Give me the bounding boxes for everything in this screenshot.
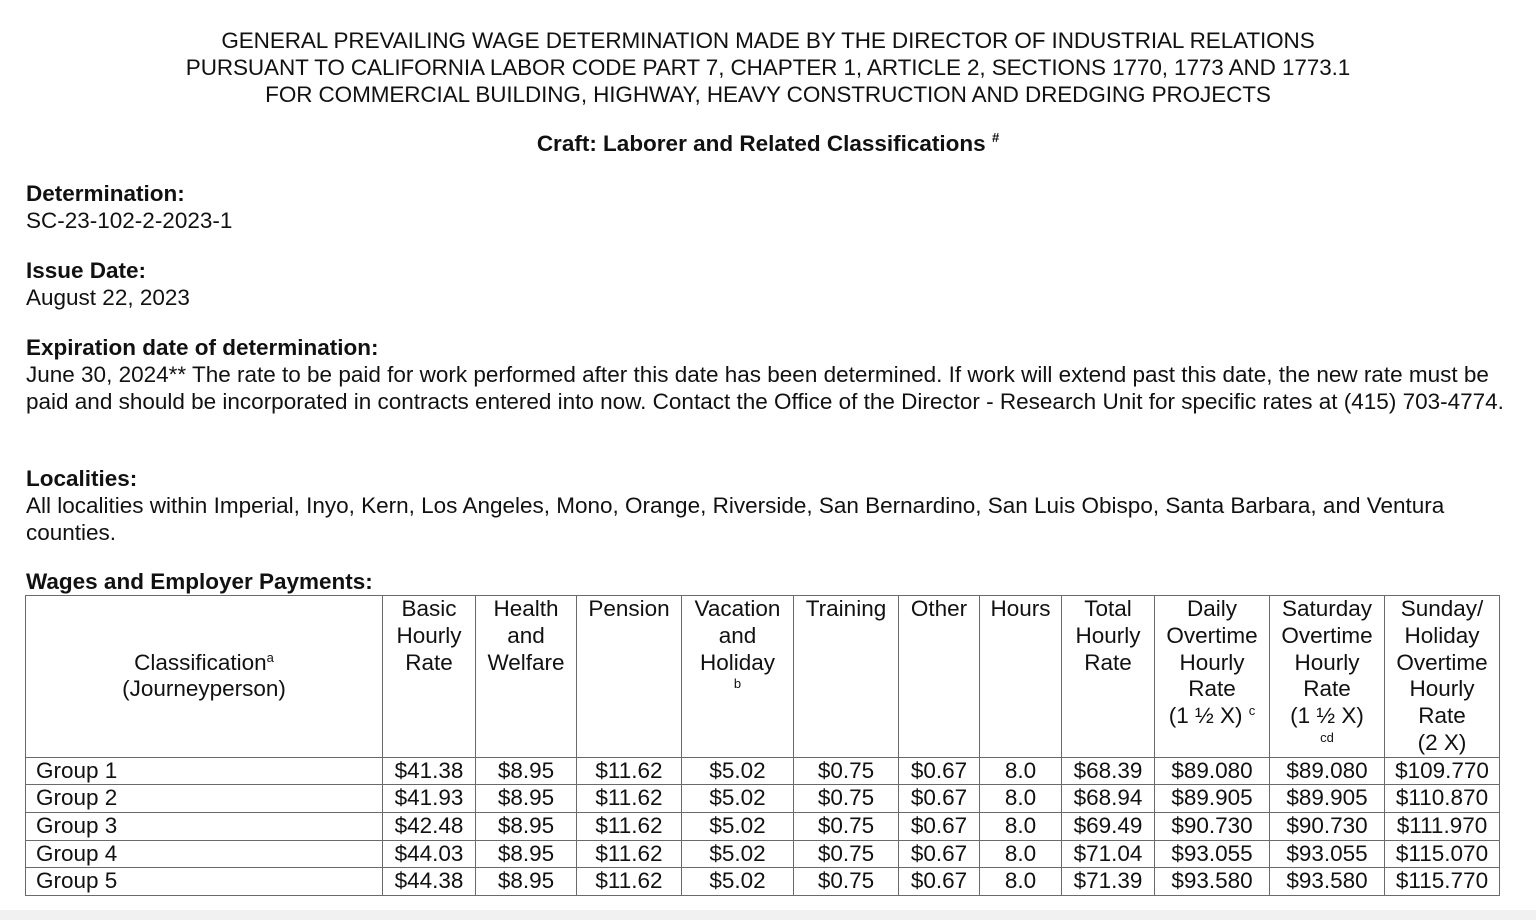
cell-vacation: $5.02 — [682, 757, 794, 785]
table-row — [26, 840, 1500, 868]
cell-sunday-ot: $115.070 — [1385, 840, 1500, 868]
cell-basic: $44.38 — [383, 868, 476, 896]
expiration-label: Expiration date of determination: — [26, 335, 379, 360]
cell-saturday-ot: $93.055 — [1270, 840, 1385, 868]
cell-hours: 8.0 — [980, 840, 1062, 868]
expiration-section — [26, 334, 1516, 415]
header-text: Vacation — [694, 596, 781, 621]
cell-hours: 8.0 — [980, 812, 1062, 840]
footnote-marker: a — [266, 649, 274, 665]
col-header-health-welfare — [476, 596, 577, 758]
header-text: Health — [493, 596, 559, 621]
header-text: (2 X) — [1417, 729, 1467, 755]
table-row — [26, 785, 1500, 813]
col-header-classification — [26, 596, 383, 758]
cell-training: $0.75 — [794, 840, 899, 868]
cell-saturday-ot: $89.905 — [1270, 785, 1385, 813]
cell-health: $8.95 — [476, 812, 577, 840]
header-text: Other — [910, 596, 968, 621]
cell-sunday-ot: $109.770 — [1385, 757, 1500, 785]
header-text: Hourly — [396, 622, 462, 648]
header-text: Rate — [1084, 649, 1132, 675]
cell-health: $8.95 — [476, 840, 577, 868]
cell-pension: $11.62 — [577, 840, 682, 868]
table-row — [26, 757, 1500, 785]
cell-hours: 8.0 — [980, 785, 1062, 813]
cell-total: $71.39 — [1062, 868, 1155, 896]
header-text: (1 ½ X) — [1168, 703, 1243, 729]
header-text: Pension — [588, 596, 670, 621]
cell-basic: $44.03 — [383, 840, 476, 868]
cell-other: $0.67 — [899, 840, 980, 868]
header-text: Rate — [1418, 703, 1466, 729]
cell-basic: $41.93 — [383, 785, 476, 813]
cell-vacation: $5.02 — [682, 812, 794, 840]
col-header-basic-hourly-rate — [383, 596, 476, 758]
header-text: Training — [805, 596, 887, 621]
col-header-sunday-holiday-overtime — [1385, 596, 1500, 758]
header-text: (1 ½ X) — [1290, 703, 1364, 729]
cell-sunday-ot: $110.870 — [1385, 785, 1500, 813]
cell-saturday-ot: $90.730 — [1270, 812, 1385, 840]
cell-classification: Group 3 — [26, 812, 383, 840]
header-text: Total — [1084, 596, 1132, 621]
wages-table — [25, 595, 1500, 896]
header-text: Overtime — [1166, 622, 1258, 648]
cell-other: $0.67 — [899, 785, 980, 813]
craft-footnote-marker: # — [991, 130, 1000, 145]
cell-sunday-ot: $115.770 — [1385, 868, 1500, 896]
header-text: (Journeyperson) — [122, 676, 286, 702]
cell-vacation: $5.02 — [682, 868, 794, 896]
table-row — [26, 812, 1500, 840]
title-line-1: GENERAL PREVAILING WAGE DETERMINATION MADE BY THE DIRECTOR OF INDUSTRIAL RELATIONS — [221, 28, 1315, 53]
cell-training: $0.75 — [794, 868, 899, 896]
cell-hours: 8.0 — [980, 868, 1062, 896]
cell-health: $8.95 — [476, 785, 577, 813]
col-header-other — [899, 596, 980, 758]
col-header-saturday-overtime — [1270, 596, 1385, 758]
cell-hours: 8.0 — [980, 757, 1062, 785]
cell-total: $69.49 — [1062, 812, 1155, 840]
expiration-value: June 30, 2024** The rate to be paid for work performed after this date has been determined. If work will extend past this date, the new rate must be paid and should be incorporated in contracts entered into now. Contact the Office of the Director - Research Unit for specific rates at (415) 703-4774. — [26, 362, 1504, 414]
cell-health: $8.95 — [476, 868, 577, 896]
cell-other: $0.67 — [899, 757, 980, 785]
col-header-hours — [980, 596, 1062, 758]
header-text: Rate — [1303, 676, 1351, 702]
cell-training: $0.75 — [794, 757, 899, 785]
cell-health: $8.95 — [476, 757, 577, 785]
cell-daily-ot: $93.580 — [1155, 868, 1270, 896]
cell-saturday-ot: $89.080 — [1270, 757, 1385, 785]
issue-date-section — [26, 257, 1516, 311]
header-text: Hours — [990, 596, 1051, 621]
cell-classification: Group 2 — [26, 785, 383, 813]
cell-classification: Group 5 — [26, 868, 383, 896]
cell-pension: $11.62 — [577, 812, 682, 840]
title-line-3: FOR COMMERCIAL BUILDING, HIGHWAY, HEAVY CONSTRUCTION AND DREDGING PROJECTS — [265, 82, 1271, 107]
header-text: Overtime — [1396, 649, 1488, 675]
cell-daily-ot: $89.080 — [1155, 757, 1270, 785]
header-text: Basic — [401, 596, 457, 621]
wages-label: Wages and Employer Payments: — [26, 569, 373, 594]
header-text: Saturday — [1281, 596, 1373, 621]
col-header-vacation-holiday — [682, 596, 794, 758]
cell-other: $0.67 — [899, 812, 980, 840]
localities-value: All localities within Imperial, Inyo, Kern, Los Angeles, Mono, Orange, Riverside, San Bernardino, San Luis Obispo, Santa Barbara, and Ventura counties. — [26, 493, 1445, 545]
cell-total: $68.94 — [1062, 785, 1155, 813]
header-text: Hourly — [1075, 622, 1141, 648]
cell-other: $0.67 — [899, 868, 980, 896]
cell-vacation: $5.02 — [682, 785, 794, 813]
header-text: Hourly — [1409, 676, 1475, 702]
cell-classification: Group 4 — [26, 840, 383, 868]
issue-date-value: August 22, 2023 — [26, 285, 190, 310]
cell-daily-ot: $90.730 — [1155, 812, 1270, 840]
header-text: Classification — [134, 649, 267, 675]
craft-text: Craft: Laborer and Related Classifications — [536, 131, 986, 156]
header-text: Rate — [1188, 676, 1236, 702]
table-row — [26, 868, 1500, 896]
col-header-daily-overtime — [1155, 596, 1270, 758]
header-text: Overtime — [1281, 622, 1373, 648]
header-text: Daily — [1186, 596, 1237, 621]
cell-pension: $11.62 — [577, 868, 682, 896]
determination-label: Determination: — [26, 181, 185, 206]
header-text: Holiday — [1404, 622, 1480, 648]
document-title — [0, 27, 1536, 108]
header-text: Hourly — [1179, 649, 1245, 675]
cell-pension: $11.62 — [577, 757, 682, 785]
footnote-marker: b — [733, 676, 742, 692]
col-header-total-hourly-rate — [1062, 596, 1155, 758]
cell-basic: $41.38 — [383, 757, 476, 785]
title-line-2: PURSUANT TO CALIFORNIA LABOR CODE PART 7, CHAPTER 1, ARTICLE 2, SECTIONS 1770, 1773 AND 1773.1 — [185, 55, 1351, 80]
cell-daily-ot: $93.055 — [1155, 840, 1270, 868]
cell-sunday-ot: $111.970 — [1385, 812, 1500, 840]
header-text: and — [507, 622, 545, 648]
cell-basic: $42.48 — [383, 812, 476, 840]
localities-label: Localities: — [26, 466, 138, 491]
determination-section — [26, 180, 1516, 234]
cell-pension: $11.62 — [577, 785, 682, 813]
footnote-marker: c — [1248, 703, 1256, 719]
header-text: Sunday/ — [1400, 596, 1484, 621]
footnote-marker: cd — [1320, 729, 1334, 745]
cell-saturday-ot: $93.580 — [1270, 868, 1385, 896]
cell-training: $0.75 — [794, 812, 899, 840]
header-text: Rate — [405, 649, 453, 675]
cell-total: $68.39 — [1062, 757, 1155, 785]
localities-section — [26, 465, 1516, 546]
header-text: and — [718, 622, 757, 648]
craft-heading — [0, 130, 1536, 157]
table-header-row — [26, 596, 1500, 758]
header-text: Holiday — [699, 649, 776, 675]
cell-total: $71.04 — [1062, 840, 1155, 868]
cell-vacation: $5.02 — [682, 840, 794, 868]
cell-training: $0.75 — [794, 785, 899, 813]
issue-date-label: Issue Date: — [26, 258, 147, 283]
header-text: Hourly — [1294, 649, 1360, 675]
determination-value: SC-23-102-2-2023-1 — [26, 208, 233, 233]
header-text: Welfare — [487, 649, 565, 675]
cell-classification: Group 1 — [26, 757, 383, 785]
col-header-pension — [577, 596, 682, 758]
col-header-training — [794, 596, 899, 758]
cell-daily-ot: $89.905 — [1155, 785, 1270, 813]
